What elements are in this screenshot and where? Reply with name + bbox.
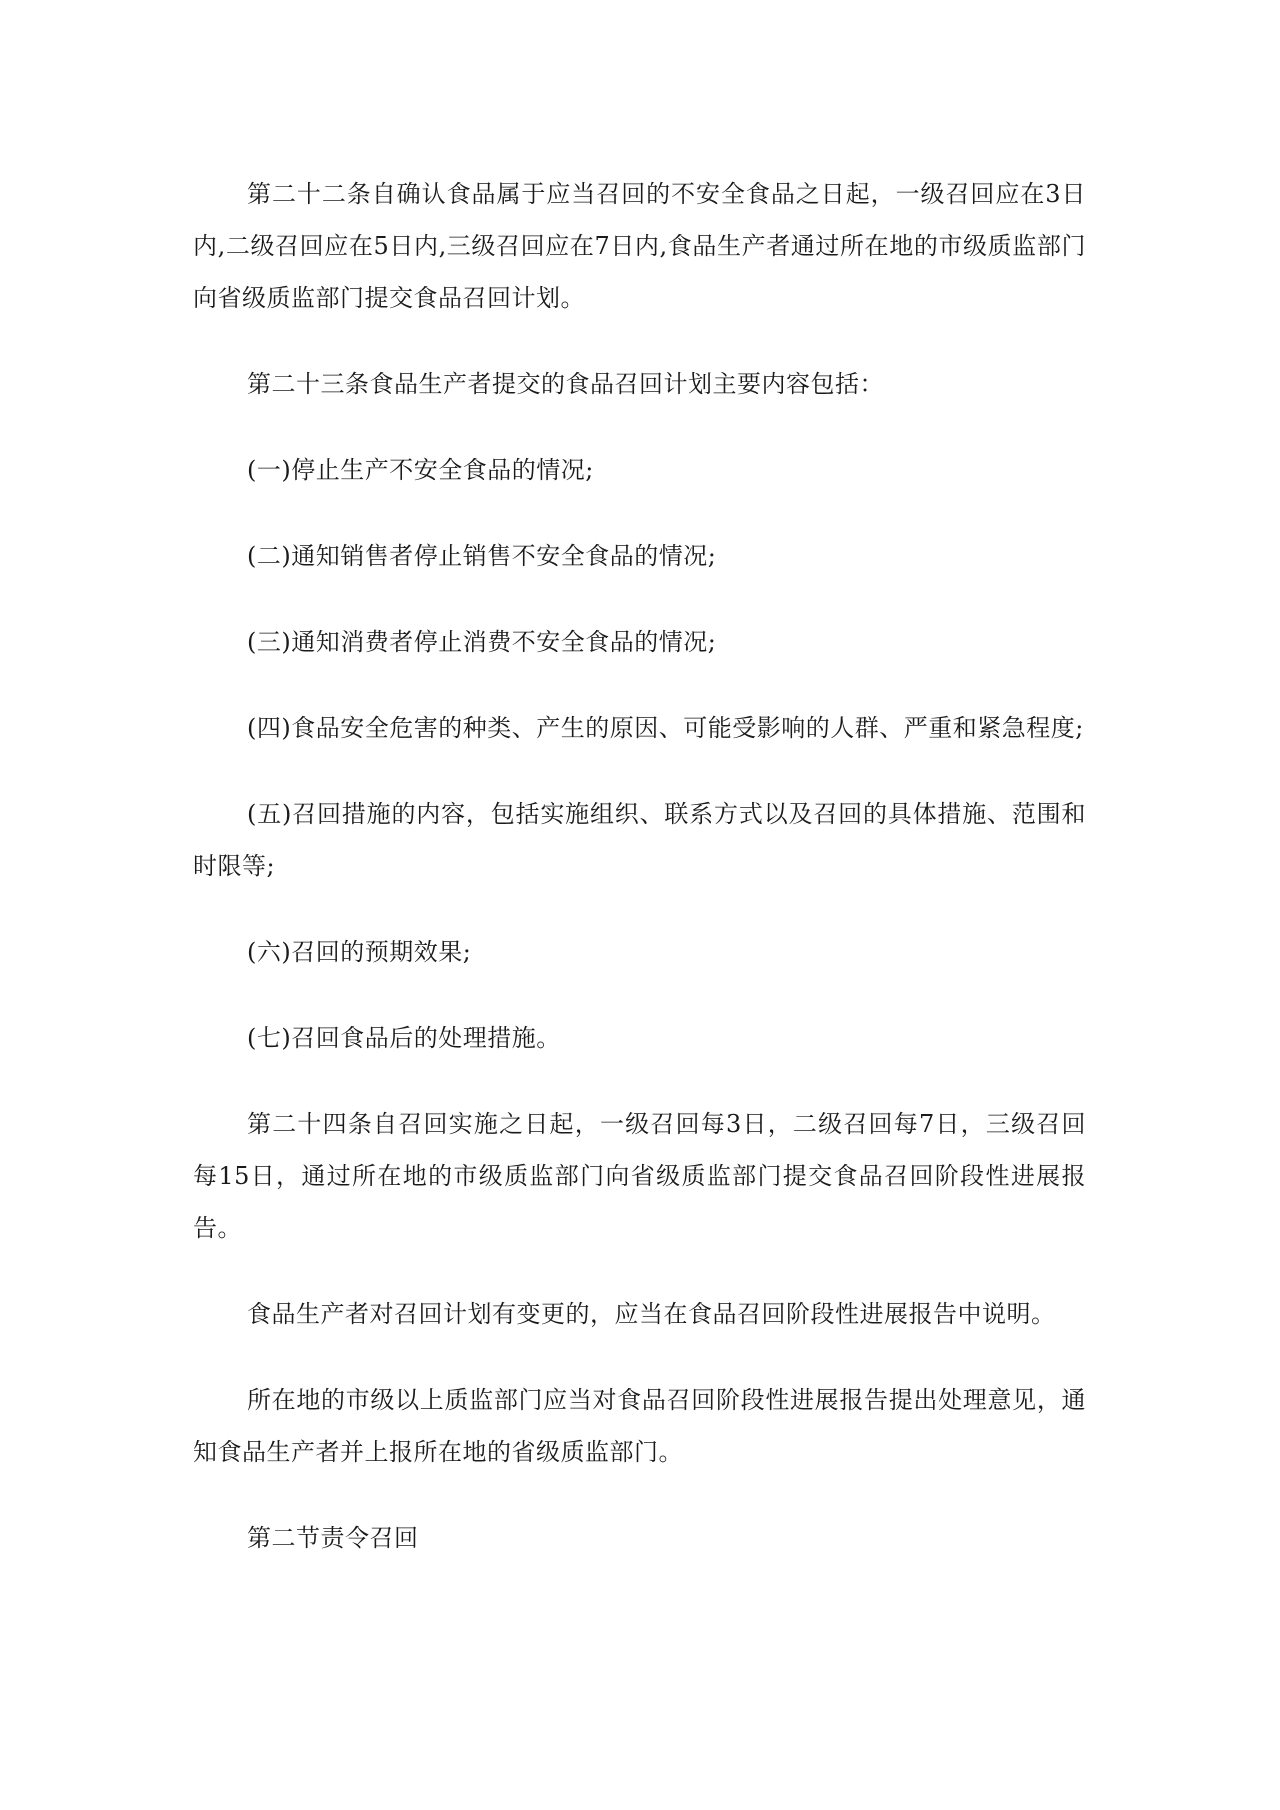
list-item-2: (二)通知销售者停止销售不安全食品的情况; — [247, 542, 717, 570]
paragraph-article-22: 第二十二条自确认食品属于应当召回的不安全食品之日起，一级召回应在3日内,二级召回应在5日内,三级召回应在7日内,食品生产者通过所在地的市级质监部门向省级质监部门提交食品召回计划。 — [193, 180, 1086, 312]
section-heading: 第二节责令召回 — [247, 1524, 419, 1552]
list-item-3: (三)通知消费者停止消费不安全食品的情况; — [247, 628, 717, 656]
paragraph-supervision-note: 所在地的市级以上质监部门应当对食品召回阶段性进展报告提出处理意见，通知食品生产者并上报所在地的省级质监部门。 — [193, 1386, 1086, 1466]
list-item-1: (一)停止生产不安全食品的情况; — [247, 456, 594, 484]
list-item-4: (四)食品安全危害的种类、产生的原因、可能受影响的人群、严重和紧急程度; — [247, 714, 1084, 742]
document-body — [193, 168, 1086, 1598]
paragraph-article-23: 第二十三条食品生产者提交的食品召回计划主要内容包括： — [247, 370, 884, 398]
list-item-5: (五)召回措施的内容，包括实施组织、联系方式以及召回的具体措施、范围和时限等; — [193, 800, 1086, 880]
list-item-6: (六)召回的预期效果; — [247, 938, 472, 966]
paragraph-change-note: 食品生产者对召回计划有变更的，应当在食品召回阶段性进展报告中说明。 — [247, 1300, 1056, 1328]
paragraph-article-24: 第二十四条自召回实施之日起，一级召回每3日，二级召回每7日，三级召回每15日，通过所在地的市级质监部门向省级质监部门提交食品召回阶段性进展报告。 — [193, 1110, 1086, 1242]
list-item-7: (七)召回食品后的处理措施。 — [247, 1024, 561, 1052]
